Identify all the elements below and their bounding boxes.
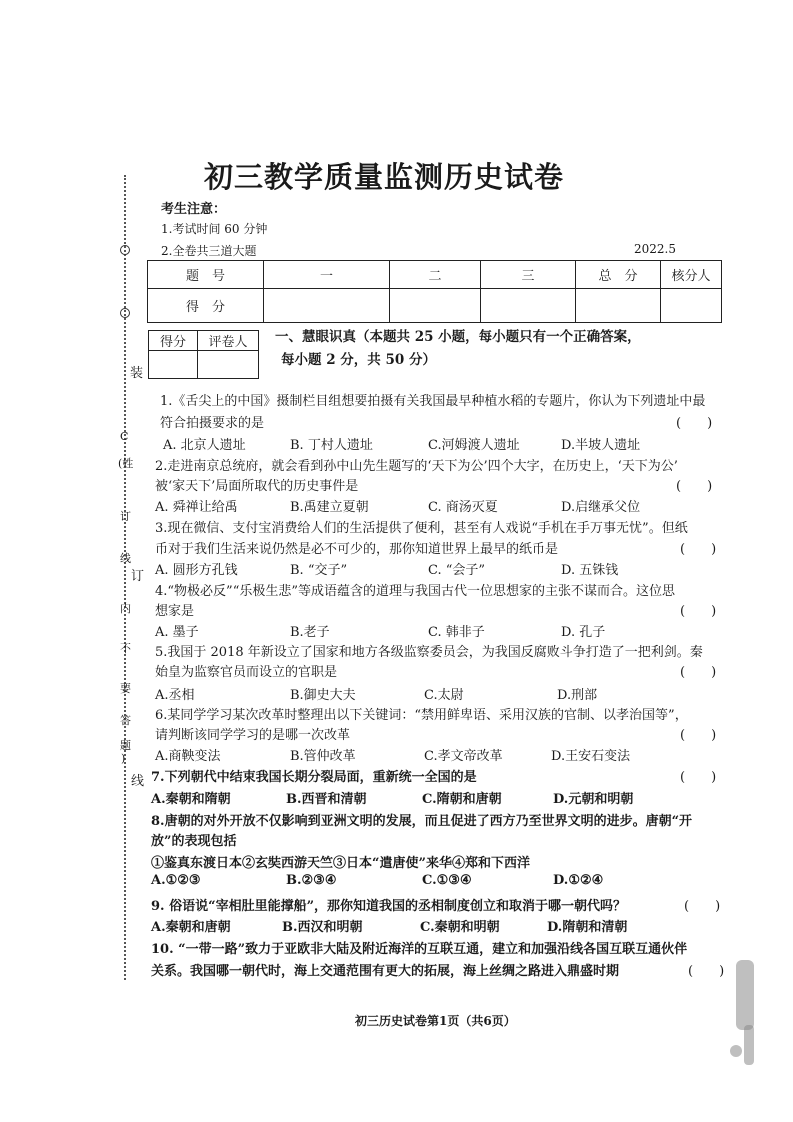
question-stem: 关系。我国哪一朝代时，海上交通范围有更大的拓展，海上丝绸之路进入鼎盛时期 (151, 964, 620, 979)
option[interactable]: A. 北京人遗址 (163, 438, 246, 453)
question-stem: 8.唐朝的对外开放不仅影响到亚洲文明的发展，而且促进了西方乃至世界文明的进步。唐朝“开 (151, 814, 693, 829)
scan-smudge (736, 960, 754, 1030)
scan-smudge (730, 1045, 742, 1057)
option[interactable]: C.①③④ (422, 873, 472, 888)
score-cell[interactable] (390, 289, 481, 323)
score-header-cell: 三 (481, 261, 576, 289)
binding-fragment: 线 (120, 552, 131, 565)
option[interactable]: B.管仲改革 (290, 749, 356, 764)
option[interactable]: D.①②④ (553, 873, 604, 888)
score-cell[interactable] (661, 289, 722, 323)
score-header-cell: 总 分 (576, 261, 661, 289)
question-stem: 3.现在微信、支付宝消费给人们的生活提供了便利，甚至有人戏说“手机在手万事无忧”。但纸 (155, 521, 688, 536)
option[interactable]: C.太尉 (424, 688, 464, 703)
binding-fragment: (姓 (118, 457, 134, 470)
section-heading: 一、慧眼识真（本题共 25 小题，每小题只有一个正确答案， (275, 329, 641, 345)
binding-dotted-line (124, 175, 126, 980)
binding-fragment: 订 (120, 510, 131, 523)
answer-paren[interactable]: ( ) (680, 770, 717, 785)
option[interactable]: D.元朝和明朝 (553, 792, 634, 807)
option[interactable]: A.秦朝和隋朝 (151, 792, 231, 807)
question-stem: 放”的表现包括 (151, 834, 237, 849)
option[interactable]: A.丞相 (155, 688, 195, 703)
binding-fragment: 要 (120, 682, 131, 695)
grader-cell[interactable] (198, 351, 259, 379)
question-stem: 7.下列朝代中结束我国长期分裂局面，重新统一全国的是 (151, 770, 477, 785)
option[interactable]: C.孝文帝改革 (424, 749, 503, 764)
option[interactable]: B.老子 (290, 625, 330, 640)
score-header-cell: 核分人 (661, 261, 722, 289)
score-row-label: 得 分 (148, 289, 264, 323)
binding-label-xian: 线 (131, 774, 145, 789)
option[interactable]: B.西汉和明朝 (282, 920, 363, 935)
option[interactable]: A. 舜禅让给禹 (155, 500, 238, 515)
question-stem: 被‘家天下’局面所取代的历史事件是 (155, 479, 359, 494)
question-stem: 符合拍摄要求的是 (160, 416, 265, 431)
binding-fragment: C (120, 430, 129, 443)
grader-table (148, 330, 259, 379)
notice-item: 2.全卷共三道大题 (161, 244, 257, 258)
notice-heading: 考生注意： (161, 202, 227, 217)
question-stem: 2.走进南京总统府，就会看到孙中山先生题写的‘天下为公’四个大字，在历史上，‘天下为公’ (155, 459, 678, 474)
option[interactable]: D.刑部 (557, 688, 598, 703)
option[interactable]: D. 五铢钱 (561, 563, 619, 578)
answer-paren[interactable]: ( ) (680, 665, 717, 680)
option[interactable]: D.启继承父位 (561, 500, 641, 515)
answer-paren[interactable]: ( ) (688, 964, 725, 979)
score-cell[interactable] (264, 289, 390, 323)
score-header-cell: 二 (390, 261, 481, 289)
option[interactable]: C. 商汤灭夏 (428, 500, 498, 515)
question-stem: 币对于我们生活来说仍然是必不可少的，那你知道世界上最早的纸币是 (155, 542, 559, 557)
score-header-cell: 题 号 (148, 261, 264, 289)
question-stem: 4.“物极必反”“乐极生悲”等成语蕴含的道理与我国古代一位思想家的主张不谋而合。这位思 (155, 584, 675, 599)
option[interactable]: C. 韩非子 (428, 625, 485, 640)
binding-fragment: 内 (120, 602, 131, 615)
score-table (147, 260, 722, 323)
exam-date: 2022.5 (634, 242, 676, 256)
score-cell[interactable] (576, 289, 661, 323)
option[interactable]: A. 墨子 (155, 625, 199, 640)
page-footer: 初三历史试卷第1页（共6页） (355, 1014, 516, 1028)
grader-header-cell: 评卷人 (198, 331, 259, 351)
option[interactable]: C. “会子” (428, 563, 486, 578)
binding-fragment: 题 (120, 739, 131, 752)
question-stem: 请判断该同学学习的是哪一次改革 (155, 728, 351, 743)
option[interactable]: B. 丁村人遗址 (290, 438, 373, 453)
section-heading-line2: 每小题 2 分，共 50 分） (281, 352, 436, 368)
answer-paren[interactable]: ( ) (684, 899, 721, 914)
option[interactable]: B. “交子” (290, 563, 348, 578)
grader-cell[interactable] (149, 351, 198, 379)
answer-paren[interactable]: ( ) (680, 604, 717, 619)
answer-paren[interactable]: ( ) (680, 728, 717, 743)
option[interactable]: A. 圆形方孔钱 (155, 563, 238, 578)
binding-label-zhuang: 装 (130, 366, 144, 381)
question-stem: ①鉴真东渡日本②玄奘西游天竺③日本“遣唐使”来华④郑和下西洋 (151, 856, 530, 871)
binding-label-ding: 订 (131, 569, 145, 584)
option[interactable]: D.王安石变法 (551, 749, 631, 764)
question-stem: 1.《舌尖上的中国》摄制栏目组想要拍摄有关我国最早种植水稻的专题片，你认为下列遗址中最 (160, 394, 706, 409)
answer-paren[interactable]: ( ) (676, 416, 713, 431)
option[interactable]: A.①②③ (151, 873, 201, 888)
answer-paren[interactable]: ( ) (680, 542, 717, 557)
binding-fragment: ) (121, 752, 126, 765)
score-header-cell: 一 (264, 261, 390, 289)
question-stem: 5.我国于 2018 年新设立了国家和地方各级监察委员会，为我国反腐败斗争打造了一把利剑。秦 (155, 645, 703, 660)
option[interactable]: A.商鞅变法 (155, 749, 221, 764)
question-stem: 始皇为监察官员而设立的官职是 (155, 665, 338, 680)
question-stem: 想家是 (155, 604, 195, 619)
option[interactable]: D.半坡人遗址 (561, 438, 641, 453)
option[interactable]: C.隋朝和唐朝 (422, 792, 502, 807)
notice-item: 1.考试时间 60 分钟 (161, 222, 268, 236)
question-stem: 6.某同学学习某次改革时整理出以下关键词：“禁用鲜卑语、采用汉族的官制、以孝治国等”， (155, 708, 688, 723)
binding-hole-icon (120, 245, 130, 255)
question-stem: 9. 俗语说“宰相肚里能撑船”，那你知道我国的丞相制度创立和取消于哪一朝代吗？ (151, 899, 627, 914)
question-stem: 10. “一带一路”致力于亚欧非大陆及附近海洋的互联互通，建立和加强沿线各国互联互通伙伴 (151, 942, 688, 957)
binding-fragment: 答 (120, 714, 131, 727)
grader-header-cell: 得分 (149, 331, 198, 351)
answer-paren[interactable]: ( ) (676, 479, 713, 494)
option[interactable]: C.河姆渡人遗址 (428, 438, 520, 453)
option[interactable]: B.御史大夫 (290, 688, 356, 703)
option[interactable]: C.秦朝和明朝 (420, 920, 500, 935)
option[interactable]: A.秦朝和唐朝 (151, 920, 231, 935)
scan-smudge (744, 1025, 754, 1065)
option[interactable]: D.隋朝和清朝 (547, 920, 628, 935)
option[interactable]: D. 孔子 (561, 625, 606, 640)
binding-hole-icon (120, 308, 130, 318)
exam-title: 初三教学质量监测历史试卷 (204, 160, 565, 194)
option[interactable]: B.西晋和清朝 (286, 792, 367, 807)
option[interactable]: B.②③④ (286, 873, 337, 888)
binding-fragment: 不 (120, 642, 131, 655)
option[interactable]: B.禹建立夏朝 (290, 500, 369, 515)
score-cell[interactable] (481, 289, 576, 323)
